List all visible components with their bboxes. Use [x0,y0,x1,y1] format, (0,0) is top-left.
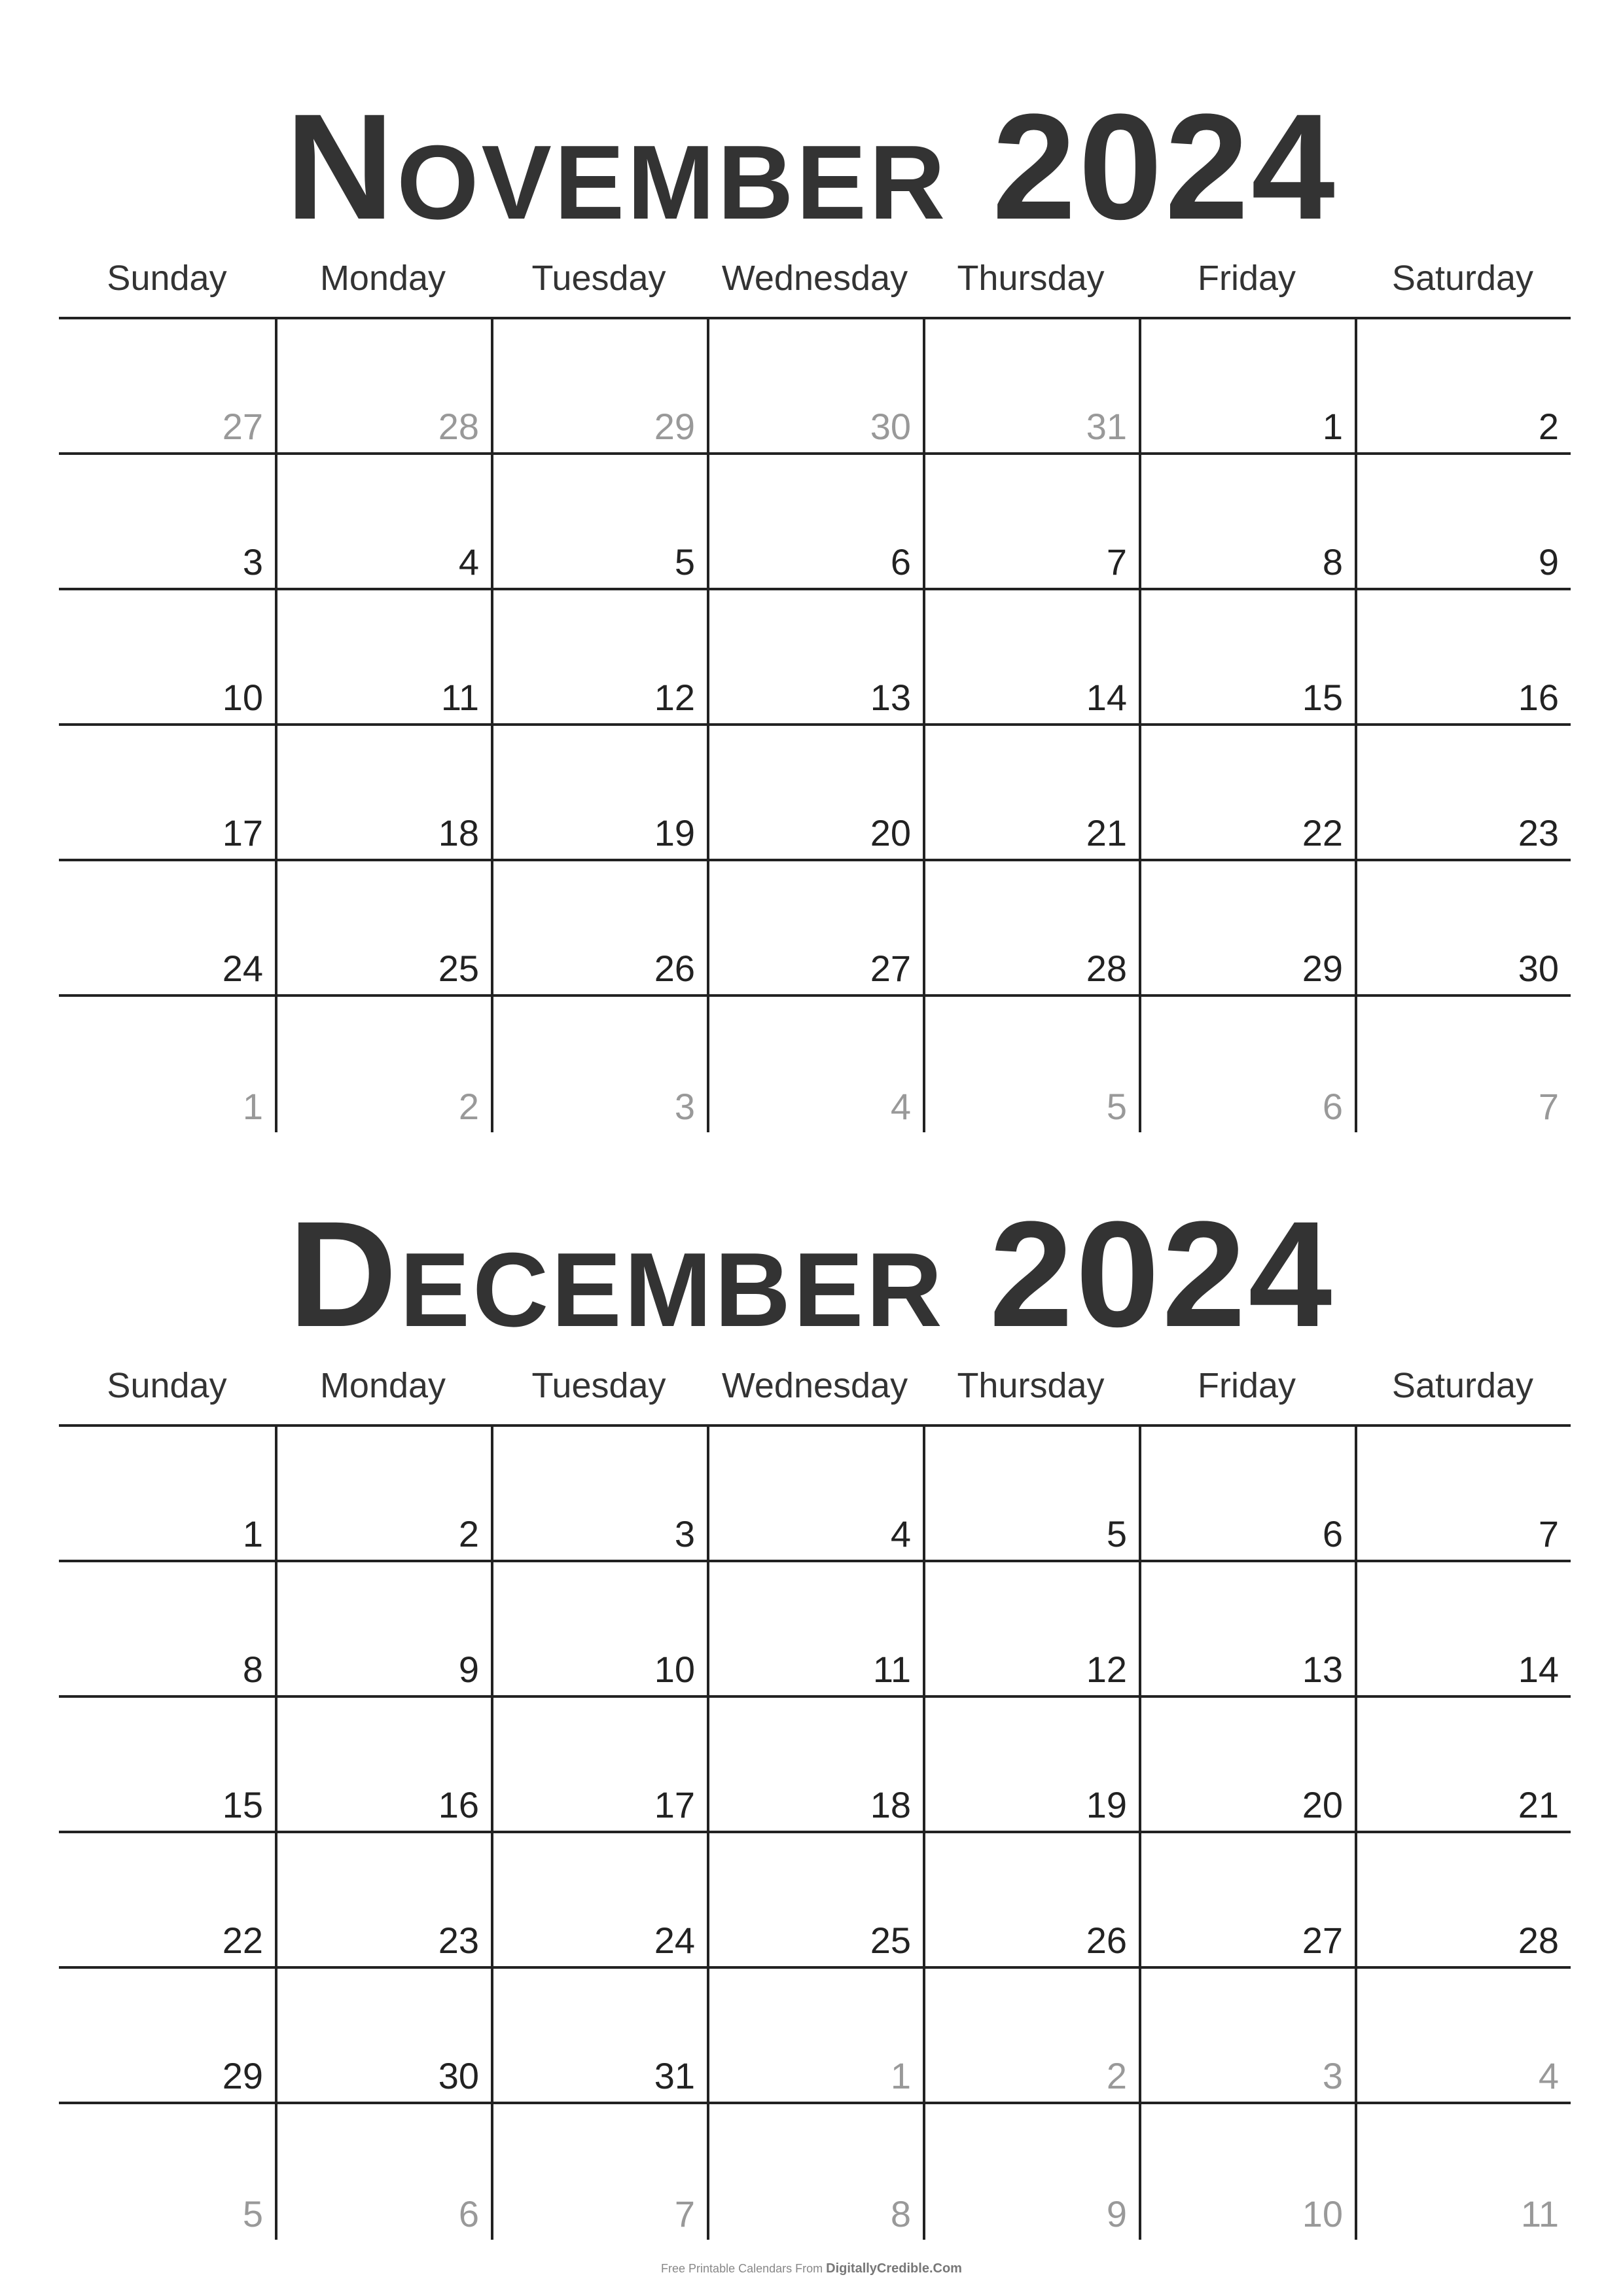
weekday-label: Tuesday [531,259,666,298]
day-cell[interactable] [59,319,275,455]
day-number: 24 [222,948,263,989]
day-number: 9 [1538,541,1559,583]
day-number: 21 [1518,1784,1559,1825]
day-number: 7 [674,2193,695,2234]
day-cell[interactable] [491,726,707,861]
day-cell[interactable] [1139,997,1355,1132]
day-number: 29 [654,406,695,447]
day-cell[interactable] [1355,319,1571,455]
day-cell[interactable] [491,1969,707,2104]
day-number: 26 [1086,1920,1127,1961]
day-number: 23 [438,1920,479,1961]
day-number: 2 [458,1513,479,1554]
day-cell[interactable] [1139,726,1355,861]
weekday-label: Friday [1197,1366,1296,1405]
day-cell[interactable] [707,1833,923,1969]
day-cell[interactable] [275,1698,491,1833]
day-cell[interactable] [923,1562,1139,1698]
day-cell[interactable] [1139,2104,1355,2240]
day-cell[interactable] [923,1427,1139,1562]
day-number: 18 [870,1784,911,1825]
day-number: 27 [222,406,263,447]
day-cell[interactable] [923,455,1139,590]
day-cell[interactable] [923,1698,1139,1833]
day-number: 14 [1518,1649,1559,1690]
date-grid [59,317,1571,1132]
day-number: 11 [440,677,479,718]
weekday-label: Sunday [107,1366,227,1405]
day-number: 4 [890,1513,911,1554]
day-number: 6 [1322,1513,1343,1554]
weekday-label: Monday [319,1366,446,1405]
day-number: 25 [438,948,479,989]
day-cell[interactable] [923,319,1139,455]
day-cell[interactable] [1355,997,1571,1132]
day-cell[interactable] [491,861,707,997]
day-cell[interactable] [1355,1427,1571,1562]
day-number: 13 [1302,1649,1343,1690]
day-cell[interactable] [923,590,1139,726]
weekday-label: Wednesday [721,259,908,298]
month-year: 2024 [989,1190,1335,1358]
day-number: 1 [890,2055,911,2096]
weekday-label: Thursday [957,259,1105,298]
day-cell[interactable] [59,1969,275,2104]
weekday-label: Friday [1197,259,1296,298]
day-cell[interactable] [491,1833,707,1969]
day-number: 26 [654,948,695,989]
day-number: 7 [1538,1513,1559,1554]
day-number: 31 [654,2055,695,2096]
day-cell[interactable] [707,455,923,590]
day-number: 3 [1322,2055,1343,2096]
day-cell[interactable] [59,1833,275,1969]
day-number: 28 [438,406,479,447]
day-number: 21 [1086,812,1127,853]
day-number: 2 [458,1086,479,1127]
day-cell[interactable] [1139,1427,1355,1562]
weekday-label: Wednesday [721,1366,908,1405]
day-cell[interactable] [1355,455,1571,590]
day-number: 29 [1302,948,1343,989]
day-cell[interactable] [707,861,923,997]
day-number: 16 [1518,677,1559,718]
weekday-label: Monday [319,259,446,298]
day-cell[interactable] [1355,726,1571,861]
day-cell[interactable] [1139,455,1355,590]
day-number: 15 [222,1784,263,1825]
weekday-label: Sunday [107,259,227,298]
date-grid [59,1424,1571,2240]
day-number: 14 [1086,677,1127,718]
day-number: 3 [674,1513,695,1554]
day-number: 10 [654,1649,695,1690]
day-cell[interactable] [707,997,923,1132]
day-number: 6 [890,541,911,583]
day-cell[interactable] [1139,1562,1355,1698]
day-cell[interactable] [1139,1833,1355,1969]
day-number: 30 [438,2055,479,2096]
day-cell[interactable] [275,1562,491,1698]
day-number: 8 [1322,541,1343,583]
day-cell[interactable] [1355,861,1571,997]
day-number: 17 [222,812,263,853]
day-number: 25 [870,1920,911,1961]
day-cell[interactable] [707,590,923,726]
day-cell[interactable] [923,2104,1139,2240]
day-cell[interactable] [707,1562,923,1698]
weekday-label: Saturday [1391,1366,1534,1405]
day-cell[interactable] [59,726,275,861]
day-number: 17 [654,1784,695,1825]
day-number: 9 [1106,2193,1127,2234]
day-number: 13 [870,677,911,718]
month-name: November [285,82,948,251]
month-year: 2024 [992,82,1338,251]
day-cell[interactable] [1139,319,1355,455]
day-number: 23 [1518,812,1559,853]
day-cell[interactable] [275,590,491,726]
day-cell[interactable] [923,861,1139,997]
day-cell[interactable] [59,1427,275,1562]
day-cell[interactable] [1355,1969,1571,2104]
day-number: 22 [222,1920,263,1961]
day-number: 5 [1106,1086,1127,1127]
day-number: 5 [242,2193,263,2234]
day-number: 8 [242,1649,263,1690]
day-cell[interactable] [707,726,923,861]
day-cell[interactable] [1355,590,1571,726]
day-cell[interactable] [1355,2104,1571,2240]
weekday-label: Thursday [957,1366,1105,1405]
day-cell[interactable] [707,1427,923,1562]
day-number: 7 [1538,1086,1559,1127]
day-number: 4 [1538,2055,1559,2096]
day-cell[interactable] [923,726,1139,861]
day-number: 20 [870,812,911,853]
day-cell[interactable] [59,590,275,726]
day-cell[interactable] [1355,1698,1571,1833]
day-number: 29 [222,2055,263,2096]
day-number: 8 [890,2193,911,2234]
day-cell[interactable] [59,455,275,590]
day-number: 4 [458,541,479,583]
day-number: 12 [654,677,695,718]
day-cell[interactable] [59,2104,275,2240]
day-number: 19 [654,812,695,853]
day-cell[interactable] [1139,1698,1355,1833]
day-number: 10 [1302,2193,1343,2234]
day-number: 16 [438,1784,479,1825]
day-number: 7 [1106,541,1127,583]
day-cell[interactable] [1355,1833,1571,1969]
day-cell[interactable] [275,1969,491,2104]
day-number: 30 [870,406,911,447]
day-cell[interactable] [275,726,491,861]
month-name: December [288,1190,945,1358]
day-number: 11 [1520,2193,1559,2234]
day-cell[interactable] [707,1698,923,1833]
day-number: 3 [674,1086,695,1127]
day-cell[interactable] [491,455,707,590]
day-number: 22 [1302,812,1343,853]
weekday-label: Saturday [1391,259,1534,298]
day-cell[interactable] [1139,1969,1355,2104]
day-cell[interactable] [707,1969,923,2104]
day-cell[interactable] [491,997,707,1132]
day-number: 12 [1086,1649,1127,1690]
day-number: 1 [1322,406,1343,447]
day-cell[interactable] [491,1698,707,1833]
day-cell[interactable] [275,1833,491,1969]
day-number: 1 [242,1513,263,1554]
day-cell[interactable] [923,997,1139,1132]
day-cell[interactable] [491,590,707,726]
day-cell[interactable] [275,455,491,590]
day-number: 10 [222,677,263,718]
month-title [0,82,1623,251]
day-number: 3 [242,541,263,583]
day-number: 6 [458,2193,479,2234]
day-cell[interactable] [59,1698,275,1833]
day-cell[interactable] [707,319,923,455]
day-cell[interactable] [59,861,275,997]
weekday-header [59,1363,1571,1408]
weekday-label: Tuesday [531,1366,666,1405]
day-cell[interactable] [707,2104,923,2240]
day-number: 2 [1106,2055,1127,2096]
day-number: 9 [458,1649,479,1690]
day-cell[interactable] [491,1562,707,1698]
day-number: 15 [1302,677,1343,718]
day-number: 27 [1302,1920,1343,1961]
month-title [0,1190,1623,1358]
day-number: 19 [1086,1784,1127,1825]
day-cell[interactable] [1139,590,1355,726]
day-cell[interactable] [1355,1562,1571,1698]
day-cell[interactable] [491,1427,707,1562]
day-number: 24 [654,1920,695,1961]
weekday-header [59,255,1571,301]
day-number: 18 [438,812,479,853]
day-number: 6 [1322,1086,1343,1127]
day-number: 27 [870,948,911,989]
day-number: 5 [1106,1513,1127,1554]
day-cell[interactable] [275,2104,491,2240]
day-cell[interactable] [59,1562,275,1698]
day-number: 28 [1086,948,1127,989]
footer-credit [0,2261,1623,2276]
footer-prefix: Free Printable Calendars From [661,2262,827,2275]
day-number: 1 [242,1086,263,1127]
day-cell[interactable] [275,319,491,455]
day-number: 20 [1302,1784,1343,1825]
day-number: 28 [1518,1920,1559,1961]
day-cell[interactable] [275,861,491,997]
footer-site-link[interactable]: DigitallyCredible.Com [826,2261,962,2276]
day-number: 11 [872,1649,911,1690]
day-cell[interactable] [923,1833,1139,1969]
day-number: 4 [890,1086,911,1127]
day-number: 30 [1518,948,1559,989]
day-number: 31 [1086,406,1127,447]
day-cell[interactable] [923,1969,1139,2104]
day-cell[interactable] [275,997,491,1132]
day-number: 2 [1538,406,1559,447]
day-cell[interactable] [491,319,707,455]
day-cell[interactable] [491,2104,707,2240]
day-cell[interactable] [275,1427,491,1562]
day-number: 5 [674,541,695,583]
day-cell[interactable] [59,997,275,1132]
day-cell[interactable] [1139,861,1355,997]
